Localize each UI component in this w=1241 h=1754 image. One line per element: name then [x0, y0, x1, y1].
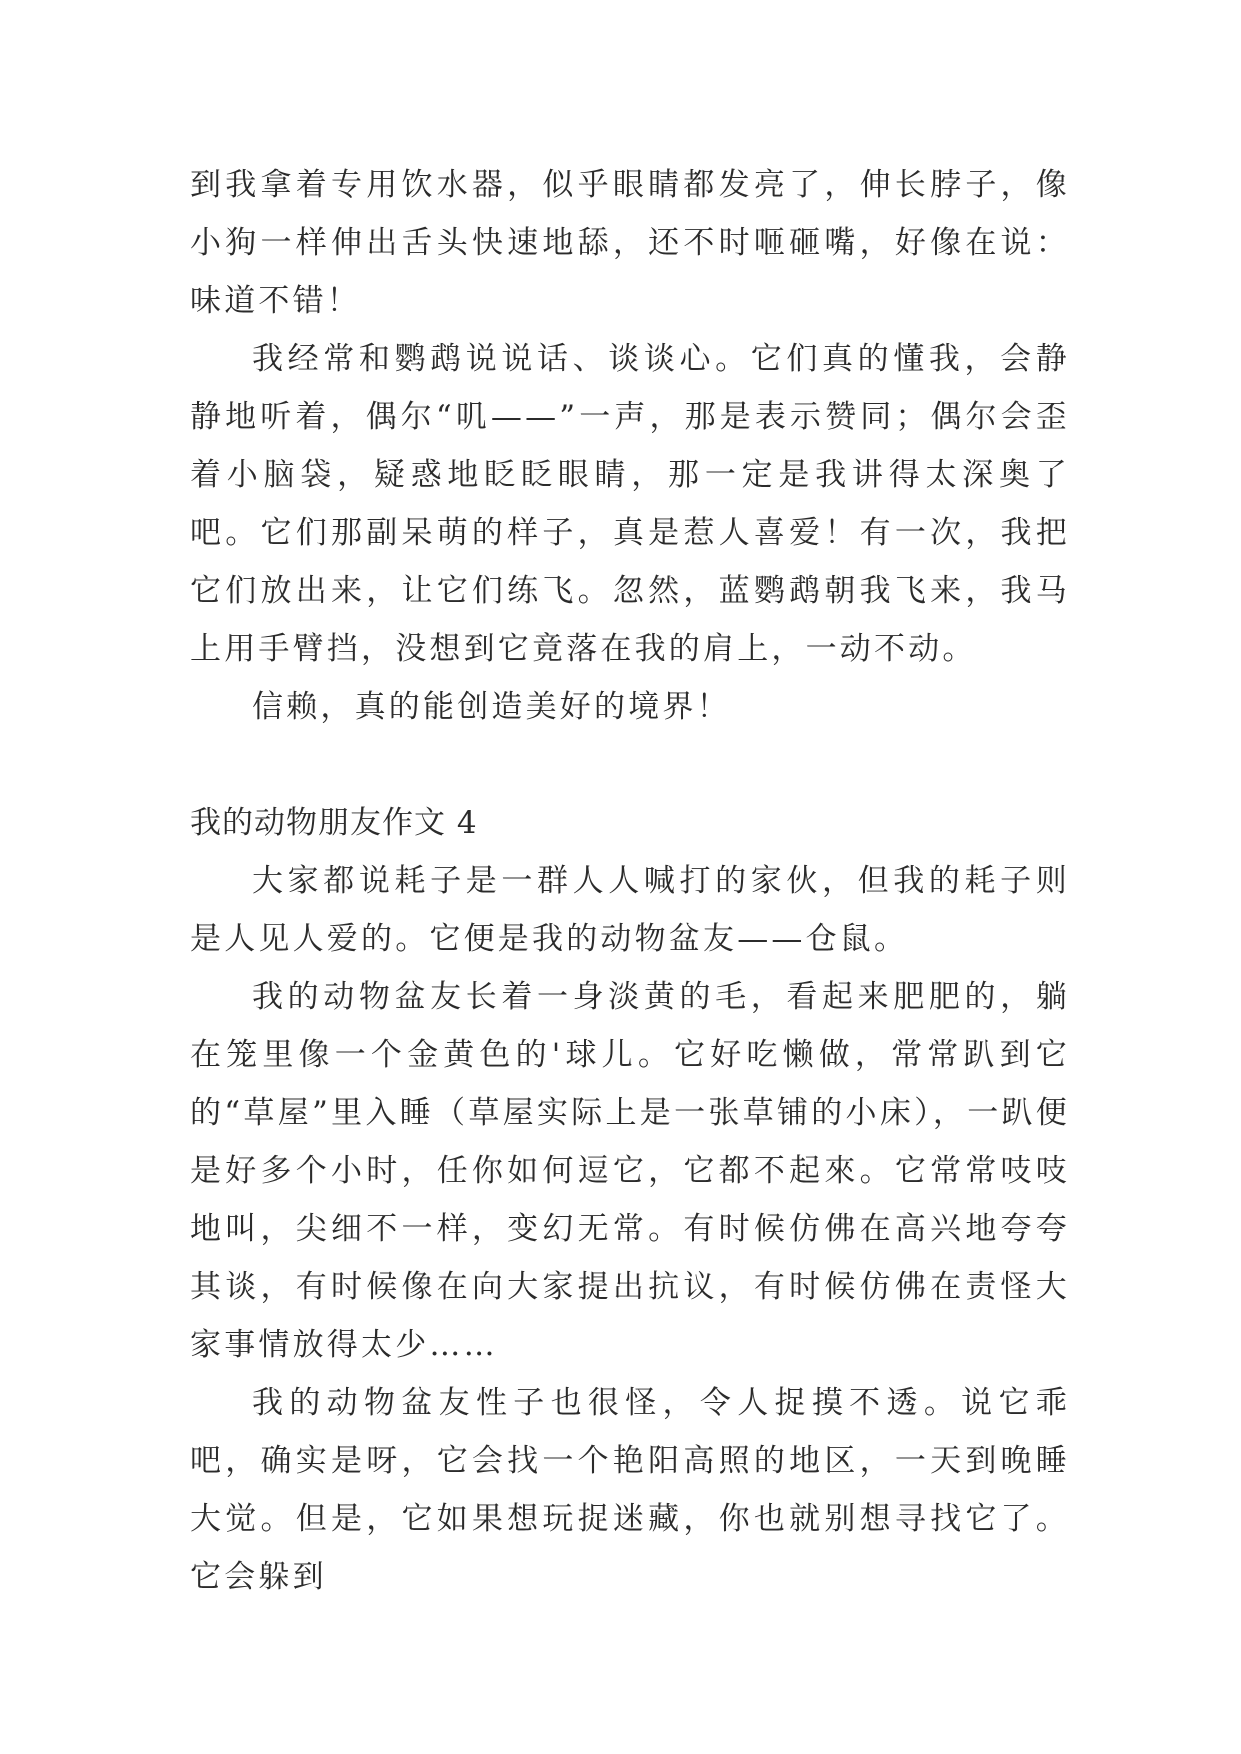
paragraph-trust: 信赖，真的能创造美好的境界！	[252, 689, 731, 725]
section-spacer	[190, 736, 1070, 794]
paragraph-hamster-temper: 我的动物盆友性子也很怪，令人捉摸不透。说它乖吧，确实是呀，它会找一个艳阳高照的地区，一天到晚睡大觉。但是，它如果想玩捉迷藏，你也就别想寻找它了。它会躲到	[190, 1385, 1070, 1595]
paragraph-intro-hamster: 大家都说耗子是一群人人喊打的家伙，但我的耗子则是人见人爱的。它便是我的动物盆友——仓鼠。	[190, 863, 1070, 957]
paragraph-hamster-appearance: 我的动物盆友长着一身淡黄的毛，看起来肥肥的，躺在笼里像一个金黄色的'球儿。它好吃懒做，常常趴到它的“草屋”里入睡（草屋实际上是一张草铺的小床），一趴便是好多个小时，任你如何逗它，它都不起來。它常常吱吱地叫，尖细不一样，变幻无常。有时候仿佛在高兴地夸夸其谈，有时候像在向大家提出抗议，有时候仿佛在责怪大家事情放得太少……	[190, 979, 1070, 1363]
section-title: 我的动物朋友作文 4	[190, 805, 478, 841]
paragraph-continued: 到我拿着专用饮水器，似乎眼睛都发亮了，伸长脖子，像小狗一样伸出舌头快速地舔，还不时咂砸嘴，好像在说：味道不错！	[190, 167, 1070, 319]
document-body	[190, 156, 1070, 1606]
paragraph-parrot-talk: 我经常和鹦鹉说说话、谈谈心。它们真的懂我，会静静地听着，偶尔“叽——”一声，那是表示赞同；偶尔会歪着小脑袋，疑惑地眨眨眼睛，那一定是我讲得太深奥了吧。它们那副呆萌的样子，真是惹人喜爱！有一次，我把它们放出来，让它们练飞。忽然，蓝鹦鹉朝我飞来，我马上用手臂挡，没想到它竟落在我的肩上，一动不动。	[190, 341, 1070, 667]
